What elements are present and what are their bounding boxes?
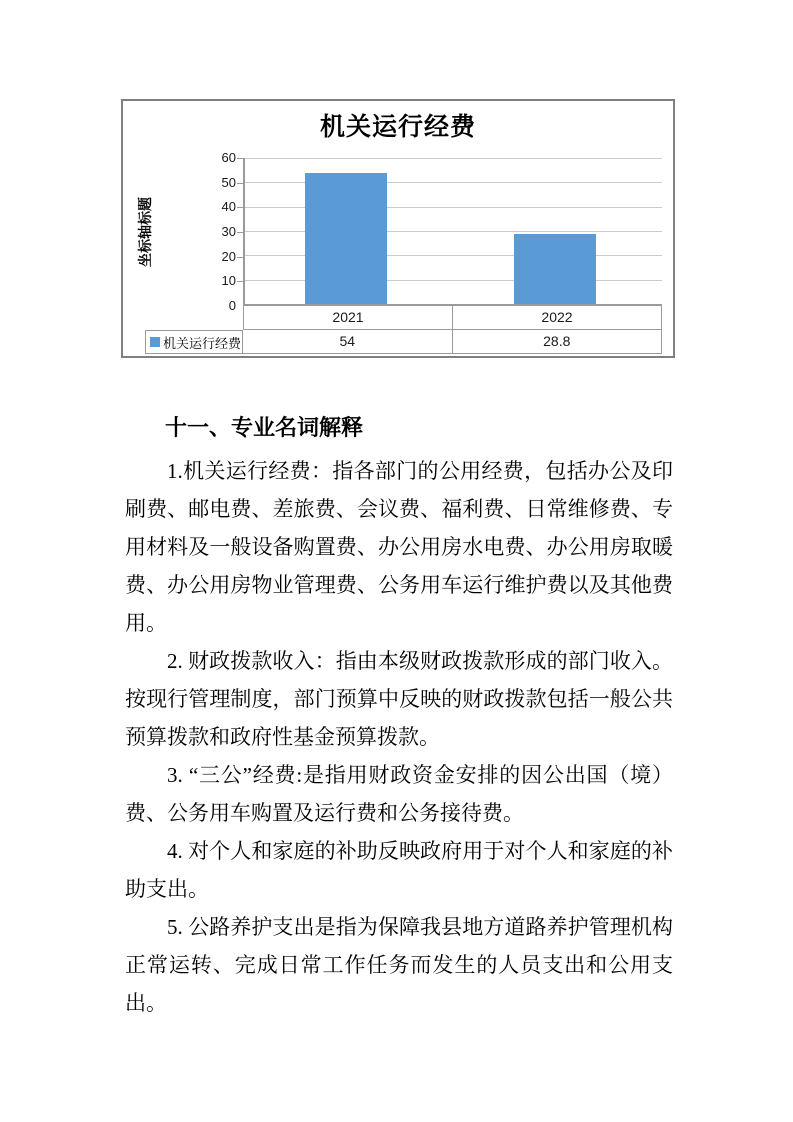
y-tick-label: 0 xyxy=(228,298,236,313)
bar-2022 xyxy=(514,234,596,304)
y-tick-label: 20 xyxy=(221,249,236,264)
legend-label: 机关运行经费 xyxy=(163,335,242,351)
section-heading: 十一、专业名词解释 xyxy=(165,415,364,440)
plot-area xyxy=(243,158,662,306)
paragraph-5: 5. 公路养护支出是指为保障我县地方道路养护管理机构正常运转、完成日常工作任务而发生的人员支出和公用支出。 xyxy=(125,915,673,1015)
paragraph-4: 4. 对个人和家庭的补助反映政府用于对个人和家庭的补助支出。 xyxy=(125,839,673,901)
tick-mark xyxy=(237,183,244,184)
paragraph-2: 2. 财政拨款收入：指由本级财政拨款形成的部门收入。按现行管理制度，部门预算中反映的财政拨款包括一般公共预算拨款和政府性基金预算拨款。 xyxy=(125,649,673,749)
gridline xyxy=(245,158,662,159)
y-tick-label: 40 xyxy=(221,199,236,214)
y-tick-label: 50 xyxy=(221,175,236,190)
paragraph-3: 3. “三公”经费:是指用财政资金安排的因公出国（境）费、公务用车购置及运行费和公务接待费。 xyxy=(125,763,673,825)
paragraph-1: 1.机关运行经费：指各部门的公用经费，包括办公及印刷费、邮电费、差旅费、会议费、福利费、日常维修费、专用材料及一般设备购置费、办公用房水电费、办公用房取暖费、办公用房物业管理费、公务用车运行维护费以及其他费用。 xyxy=(125,459,673,635)
tick-mark xyxy=(237,232,244,233)
category-cell-2022: 2022 xyxy=(541,309,573,325)
y-tick-label: 60 xyxy=(221,150,236,165)
bar-2021 xyxy=(305,173,387,304)
value-row xyxy=(243,330,662,354)
chart-title: 机关运行经费 xyxy=(319,114,476,141)
tick-mark xyxy=(237,257,244,258)
value-cell-2021: 54 xyxy=(243,330,453,353)
chart xyxy=(121,99,675,358)
tick-mark xyxy=(237,158,244,159)
tick-mark xyxy=(237,281,244,282)
legend-swatch-icon xyxy=(150,337,160,347)
tick-mark xyxy=(237,207,244,208)
category-row xyxy=(243,306,662,330)
y-axis-title: 坐标轴标题 xyxy=(139,197,154,267)
category-cell-2021: 2021 xyxy=(244,306,453,329)
definitions-section xyxy=(125,452,673,1022)
value-cell-2022: 28.8 xyxy=(543,333,571,349)
legend-cell xyxy=(145,330,243,354)
y-tick-label: 10 xyxy=(221,273,236,288)
y-tick-label: 30 xyxy=(221,224,236,239)
